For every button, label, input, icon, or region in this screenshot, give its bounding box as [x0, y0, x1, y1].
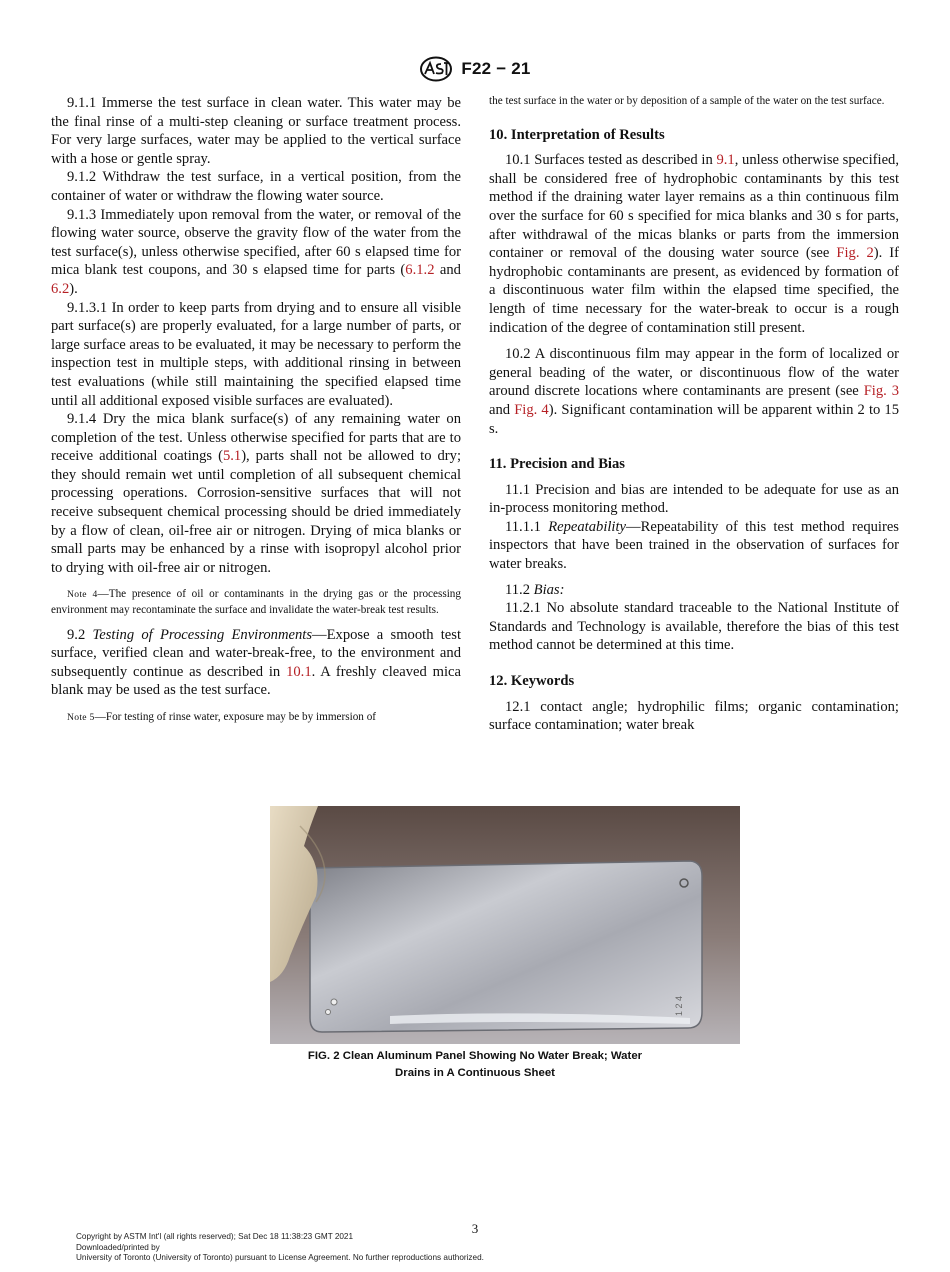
para-11-1: 11.1 Precision and bias are intended to be adequate for use as an in-process monitoring method.: [489, 481, 899, 517]
left-column: [51, 94, 461, 726]
xref-6-1-2[interactable]: 6.1.2: [405, 262, 435, 279]
page-header: [0, 56, 950, 82]
xref-5-1[interactable]: 5.1: [222, 448, 242, 465]
para-9-1-1: 9.1.1 Immerse the test surface in clean water. This water may be the final rinse of a multi-step cleaning or surface treatment process. For very large surfaces, water may be applied to the vertical surface with a hose or gentle spray.: [51, 95, 461, 167]
copyright-footer: Copyright by ASTM Int'l (all rights reserved); Sat Dec 18 11:38:23 GMT 2021 Downloaded/printed by University of Toronto (University of Toronto) pursuant to License Agreement. No further reproductions authorized.: [76, 1232, 484, 1263]
xref-10-1[interactable]: 10.1: [286, 663, 312, 680]
para-9-2: 9.2 Testing of Processing Environments—Expose a smooth test surface, verified clean and water-break-free, to the environment and subsequently continue as described in 10.1. A freshly cleaved mica blank may be used as the test surface.: [51, 626, 461, 699]
para-9-1-2: 9.1.2 Withdraw the test surface, in a vertical position, from the container of water or withdraw the flowing water source.: [51, 169, 461, 204]
designation: F22 − 21: [461, 59, 531, 78]
para-11-2-1: 11.2.1 No absolute standard traceable to the National Institute of Standards and Technology is available, therefore the bias of this test method cannot be determined at this time.: [489, 600, 899, 654]
astm-logo-icon: [419, 56, 453, 82]
note-4: Note 4—The presence of oil or contaminants in the drying gas or the processing environment may recontaminate the surface and invalidate the water-break test results.: [51, 588, 461, 617]
section-12-heading: 12. Keywords: [489, 673, 575, 690]
para-11-1-1: 11.1.1 Repeatability—Repeatability of this test method requires inspectors that have been trained in the observation of surfaces for water breaks.: [489, 518, 899, 573]
para-9-1-4: 9.1.4 Dry the mica blank surface(s) of any remaining water on completion of the test. Unless otherwise specified for parts that are to receive additional coatings (5.1), parts shall not be allowed to dry; they should remain wet until completion of all subsequent chemical processing operations. Corrosion-sensitive surfaces that will not receive subsequent chemical processing should be dried immediately by a flow of clean, oil-free air or nitrogen. Drying of mica blanks or small parts may be enhanced by a rinse with isopropyl alcohol prior to drying with oil-free air or nitrogen.: [51, 411, 461, 576]
xref-fig-2[interactable]: Fig. 2: [836, 245, 874, 262]
section-11-heading: 11. Precision and Bias: [489, 456, 625, 473]
note-5: Note 5—For testing of rinse water, exposure may be by immersion of: [67, 711, 377, 723]
section-10-heading: 10. Interpretation of Results: [489, 126, 665, 143]
right-column: [489, 94, 899, 735]
xref-fig-4[interactable]: Fig. 4: [514, 401, 549, 418]
xref-fig-3[interactable]: Fig. 3: [863, 383, 899, 400]
xref-6-2[interactable]: 6.2: [51, 280, 70, 297]
page-number: 3: [471, 1221, 479, 1236]
para-12-1: 12.1 contact angle; hydrophilic films; organic contamination; surface contamination; water break: [489, 698, 899, 734]
figure-2-photo: [270, 806, 740, 1044]
note-5-continued: the test surface in the water or by deposition of a sample of the water on the test surface.: [489, 95, 885, 107]
para-11-2: 11.2 Bias:: [505, 581, 565, 598]
para-9-1-3: 9.1.3 Immediately upon removal from the water, or removal of the flowing water source, observe the gravity flow of the water from the test surface(s), unless otherwise specified, after 60 s elapsed time for mica blank test coupons, and 30 s elapsed time for parts (6.1.2 and 6.2).: [51, 206, 461, 297]
xref-9-1[interactable]: 9.1: [716, 152, 735, 169]
para-10-2: 10.2 A discontinuous film may appear in the form of localized or general beading of the water, or discontinuous flow of the water around discrete locations where contaminants are present (see Fig. 3 and Fig. 4). Significant contamination will be apparent within 2 to 15 s.: [489, 346, 899, 437]
figure-2-caption: FIG. 2 Clean Aluminum Panel Showing No Water Break; Water Drains in A Continuous Sheet: [307, 1050, 643, 1079]
para-9-1-3-1: 9.1.3.1 In order to keep parts from drying and to ensure all visible part surface(s) are properly evaluated, for a large number of parts, or large surface areas to be evaluated, it may be necessary to perform the inspection test in multiple steps, with additional rinsing in between test evaluations (while still maintaining the specified elapsed time until all additional exposed visible surfaces are evaluated).: [51, 299, 461, 409]
panel-marks: 1 2 4: [674, 995, 684, 1016]
para-10-1: 10.1 Surfaces tested as described in 9.1, unless otherwise specified, shall be considered free of hydrophobic contaminants by this test method if the draining water layer remains as a thin continuous film over the surface for 60 s specified for mica blanks and 30 s for parts, after withdrawal of the micas blanks or parts from the immersion container or removal of the dousing water source (see Fig. 2). If hydrophobic contaminants are present, as evidenced by formation of a discontinuous water film within the elapsed time specified, the length of time necessary for the water-break to occur is a rough indication of the degree of contamination still present.: [489, 152, 899, 336]
